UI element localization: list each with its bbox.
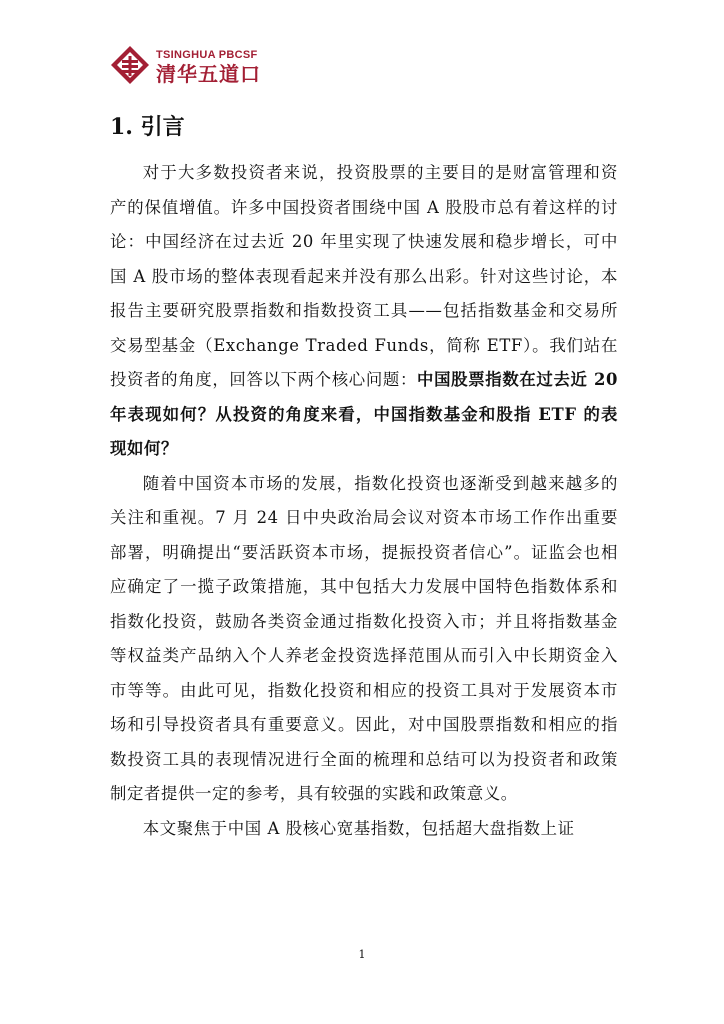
tsinghua-pbcsf-emblem-icon [110, 45, 150, 89]
page-number: 1 [358, 948, 366, 961]
logo-english-name: TSINGHUA PBCSF [156, 48, 258, 61]
logo-chinese-name: 清华五道口 [156, 61, 261, 86]
body-text [110, 156, 618, 846]
paragraph-intro-emphasis: 中国股票指数在过去近 20 年表现如何？从投资的角度来看，中国指数基金和股指 ETF 的表现如何？ [110, 370, 618, 458]
section-heading: 1. 引言 [110, 114, 185, 140]
header-logo [110, 44, 261, 90]
paragraph-policy: 随着中国资本市场的发展，指数化投资也逐渐受到越来越多的关注和重视。7 月 24 日中央政治局会议对资本市场工作作出重要部署，明确提出“要活跃资本市场，提振投资者信心”。证监会也相应确定了一揽子政策措施，其中包括大力发展中国特色指数体系和指数化投资，鼓励各类资金通过指数化投资入市；并且将指数基金等权益类产品纳入个人养老金投资选择范围从而引入中长期资金入市等等。由此可见，指数化投资和相应的投资工具对于发展资本市场和引导投资者具有重要意义。因此，对中国股票指数和相应的指数投资工具的表现情况进行全面的梳理和总结可以为投资者和政策制定者提供一定的参考，具有较强的实践和政策意义。 [110, 473, 618, 803]
paragraph-scope: 本文聚焦于中国 A 股核心宽基指数，包括超大盘指数上证 [142, 818, 575, 838]
paragraph-intro-text: 对于大多数投资者来说，投资股票的主要目的是财富管理和资产的保值增值。许多中国投资者围绕中国 A 股股市总有着这样的讨论：中国经济在过去近 20 年里实现了快速发展和稳步增长，可中国 A 股市场的整体表现看起来并没有那么出彩。针对这些讨论，本报告主要研究股票指数和指数投资工具——包括指数基金和交易所交易型基金（Exchange Traded Funds，简称 ETF）。我们站在投资者的角度，回答以下两个核心问题： [110, 163, 618, 389]
logo-text [156, 49, 261, 86]
paragraph-intro [110, 156, 618, 467]
